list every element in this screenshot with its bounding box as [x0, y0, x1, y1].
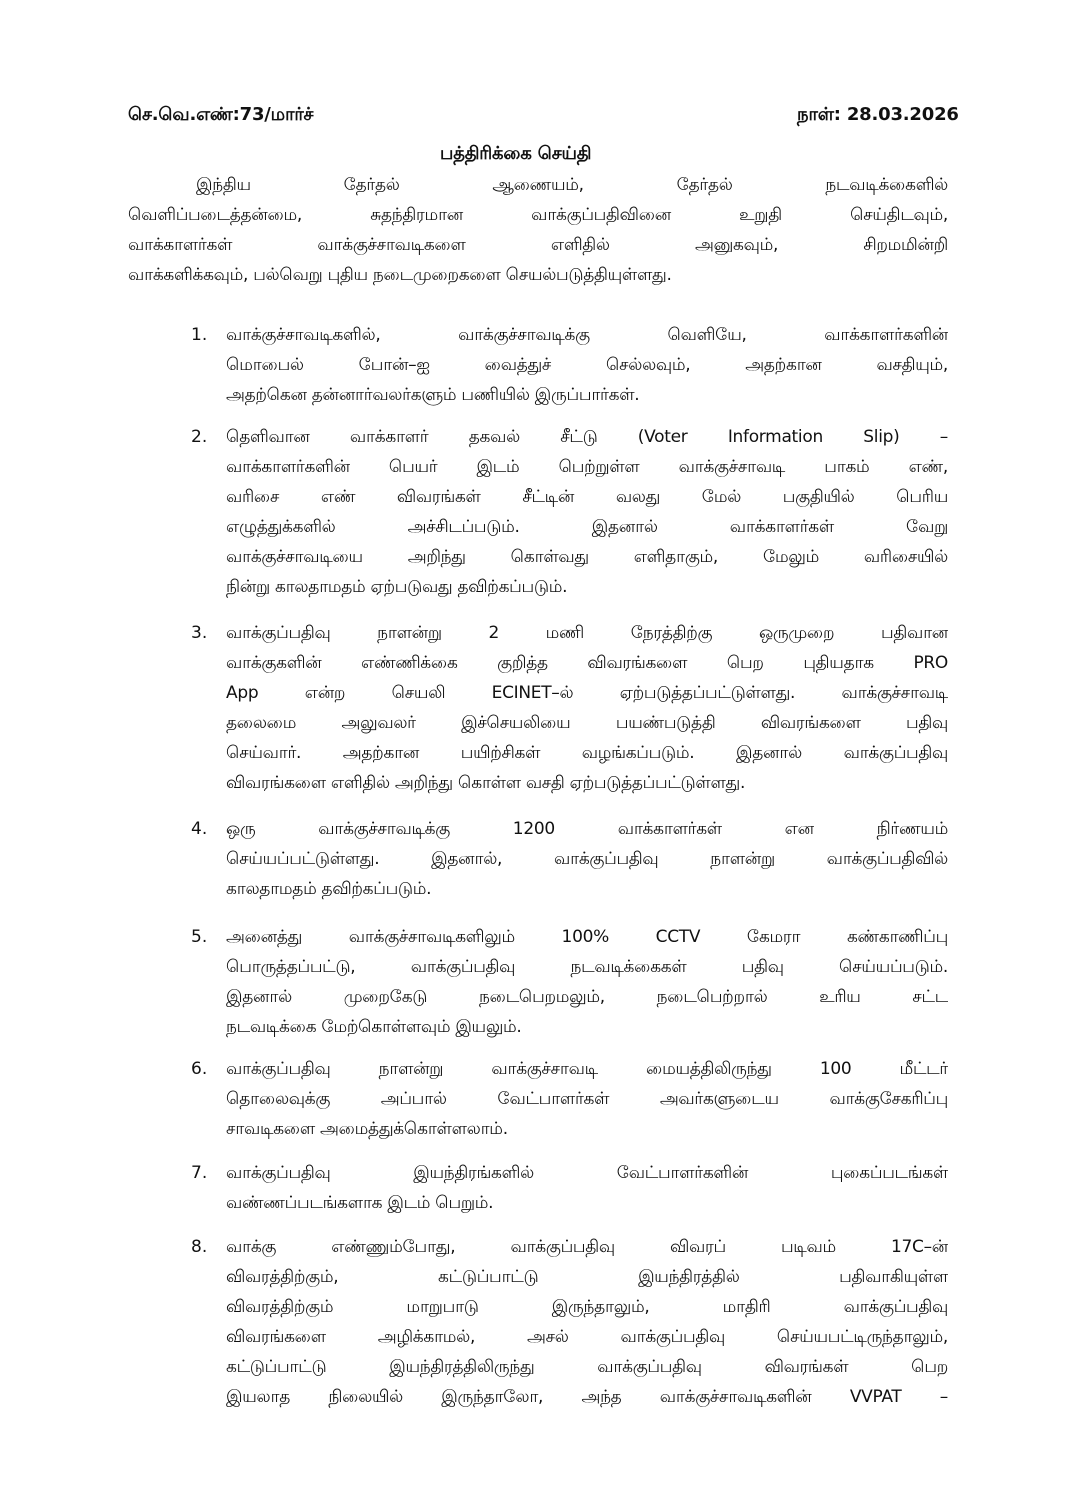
list-item-number: 8. [191, 1237, 208, 1257]
list-item-line: நடவடிக்கை மேற்கொள்ளவும் இயலும். [226, 1017, 522, 1037]
list-item-line: கட்டுப்பாட்டு இயந்திரத்திலிருந்து வாக்குப்பதிவு விவரங்கள் பெற [226, 1357, 948, 1377]
list-item-line: வண்ணப்படங்களாக இடம் பெறும். [226, 1193, 494, 1213]
list-item-line: வாக்குகளின் எண்ணிக்கை குறித்த விவரங்களை பெற புதியதாக PRO [226, 653, 948, 673]
list-item-line: எழுத்துக்களில் அச்சிடப்படும். இதனால் வாக்காளர்கள் வேறு [226, 517, 948, 537]
list-item-line: விவரங்களை எளிதில் அறிந்து கொள்ள வசதி ஏற்படுத்தப்பட்டுள்ளது. [226, 773, 746, 793]
intro-line: வாக்காளர்கள் வாக்குச்சாவடிகளை எளிதில் அனுகவும், சிறமமின்றி [128, 235, 948, 255]
list-item-line: வாக்குப்பதிவு நாளன்று வாக்குச்சாவடி மையத்திலிருந்து 100 மீட்டர் [226, 1059, 948, 1079]
release-date: நாள்: 28.03.2026 [797, 104, 959, 125]
reference-number: செ.வெ.எண்:73/மார்ச் [128, 104, 314, 125]
list-item-line: தலைமை அலுவலர் இச்செயலியை பயண்படுத்தி விவரங்களை பதிவு [226, 713, 948, 733]
list-item-line: App என்ற செயலி ECINET–ல் ஏற்படுத்தப்பட்டுள்ளது. வாக்குச்சாவடி [226, 683, 948, 703]
list-item-line: பொருத்தப்பட்டு, வாக்குப்பதிவு நடவடிக்கைகள் பதிவு செய்யப்படும். [226, 957, 948, 977]
list-item-line: இதனால் முறைகேடு நடைபெறமலும், நடைபெற்றால் உரிய சட்ட [226, 987, 948, 1007]
list-item-line: இயலாத நிலையில் இருந்தாலோ, அந்த வாக்குச்சாவடிகளின் VVPAT – [226, 1387, 948, 1407]
document-title: பத்திரிக்கை செய்தி [440, 143, 592, 164]
list-item-line: மொபைல் போன்–ஐ வைத்துச் செல்லவும், அதற்கான வசதியும், [226, 355, 948, 375]
list-item-line: விவரத்திற்கும் மாறுபாடு இருந்தாலும், மாதிரி வாக்குப்பதிவு [226, 1297, 948, 1317]
list-item-line: சாவடிகளை அமைத்துக்கொள்ளலாம். [226, 1119, 508, 1139]
list-item-number: 7. [191, 1163, 208, 1183]
list-item-line: விவரங்களை அழிக்காமல், அசல் வாக்குப்பதிவு செய்யபட்டிருந்தாலும், [226, 1327, 948, 1347]
list-item-line: விவரத்திற்கும், கட்டுப்பாட்டு இயந்திரத்தில் பதிவாகியுள்ள [226, 1267, 948, 1287]
list-item-line: அதற்கென தன்னார்வலர்களும் பணியில் இருப்பார்கள். [226, 385, 640, 405]
list-item-number: 6. [191, 1059, 208, 1079]
list-item-number: 4. [191, 819, 208, 839]
intro-line: வாக்களிக்கவும், பல்வெறு புதிய நடைமுறைகளை செயல்படுத்தியுள்ளது. [128, 265, 672, 285]
list-item-number: 3. [191, 623, 208, 643]
list-item-line: வாக்குச்சாவடியை அறிந்து கொள்வது எளிதாகும், மேலும் வரிசையில் [226, 547, 948, 567]
list-item-line: வாக்காளர்களின் பெயர் இடம் பெற்றுள்ள வாக்குச்சாவடி பாகம் எண், [226, 457, 948, 477]
list-item-line: ஒரு வாக்குச்சாவடிக்கு 1200 வாக்காளர்கள் என நிர்ணயம் [226, 819, 948, 839]
list-item-line: தெளிவான வாக்காளர் தகவல் சீட்டு (Voter Information Slip) – [226, 427, 948, 447]
list-item-number: 2. [191, 427, 208, 447]
list-item-number: 1. [191, 325, 208, 345]
list-item-line: காலதாமதம் தவிற்கப்படும். [226, 879, 432, 899]
list-item-line: செய்யப்பட்டுள்ளது. இதனால், வாக்குப்பதிவு நாளன்று வாக்குப்பதிவில் [226, 849, 948, 869]
list-item-line: வரிசை எண் விவரங்கள் சீட்டின் வலது மேல் பகுதியில் பெரிய [226, 487, 948, 507]
list-item-line: வாக்குச்சாவடிகளில், வாக்குச்சாவடிக்கு வெளியே, வாக்காளர்களின் [226, 325, 948, 345]
list-item-line: தொலைவுக்கு அப்பால் வேட்பாளர்கள் அவர்களுடைய வாக்குசேகரிப்பு [226, 1089, 948, 1109]
list-item-line: நின்று காலதாமதம் ஏற்படுவது தவிற்கப்படும். [226, 577, 568, 597]
intro-line: இந்திய தேர்தல் ஆணையம், தேர்தல் நடவடிக்கைளில் [196, 175, 948, 195]
list-item-number: 5. [191, 927, 208, 947]
intro-line: வெளிப்படைத்தன்மை, சுதந்திரமான வாக்குப்பதிவினை உறுதி செய்திடவும், [128, 205, 948, 225]
list-item-line: வாக்குப்பதிவு இயந்திரங்களில் வேட்பாளர்களின் புகைப்படங்கள் [226, 1163, 948, 1183]
list-item-line: வாக்கு எண்ணும்போது, வாக்குப்பதிவு விவரப் படிவம் 17C–ன் [226, 1237, 948, 1257]
list-item-line: செய்வார். அதற்கான பயிற்சிகள் வழங்கப்படும். இதனால் வாக்குப்பதிவு [226, 743, 948, 763]
list-item-line: வாக்குப்பதிவு நாளன்று 2 மணி நேரத்திற்கு ஒருமுறை பதிவான [226, 623, 948, 643]
list-item-line: அனைத்து வாக்குச்சாவடிகளிலும் 100% CCTV கேமரா கண்காணிப்பு [226, 927, 948, 947]
